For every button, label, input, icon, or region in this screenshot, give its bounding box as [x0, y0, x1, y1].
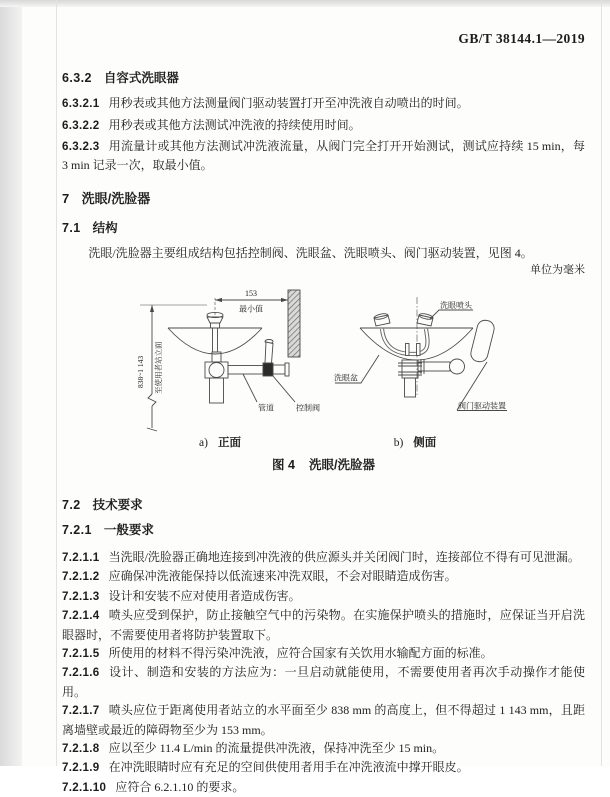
clause-text: 用秒表或其他方法测量阀门驱动装置打开至冲洗液自动喷出的时间。	[108, 96, 469, 110]
clause-number: 7.2.1.9	[62, 761, 100, 775]
paragraph-text: 洗眼/洗脸器主要组成结构包括控制阀、洗眼盆、洗眼喷头、阀门驱动装置，见图 4。	[88, 246, 533, 260]
heading-7	[62, 191, 585, 206]
pipe-label: 管道	[258, 403, 274, 413]
heading-number: 6.3.2	[62, 71, 92, 85]
clause-list-7-2-1	[62, 548, 585, 797]
clause-7-2-1-9	[62, 758, 585, 777]
subfigure-letter: b)	[393, 437, 404, 449]
clause-6-3-2-2	[62, 118, 585, 133]
subfigure-b-caption	[345, 436, 485, 450]
page-border-right	[601, 0, 602, 766]
clause-text: 喷头应受到保护，防止接触空气中的污染物。在实施保护喷头的措施时，应保证当开启洗眼器时，不需要使用者将防护装置取下。	[62, 608, 585, 642]
figure-number: 图 4	[272, 458, 295, 472]
heading-text: 自容式洗眼器	[103, 71, 179, 85]
clause-number: 7.2.1.8	[62, 742, 100, 756]
clause-number: 7.2.1.3	[62, 589, 100, 603]
clause-number: 7.2.1.1	[62, 551, 100, 564]
clause-text: 设计、制造和安装的方法应为：一旦启动就能使用，不需要使用者再次手动操作才能使用。	[62, 665, 585, 699]
clause-number: 6.3.2.1	[62, 97, 100, 110]
clause-text: 用流量计或其他方法测试冲洗液流量，从阀门完全打开开始测试，测试应持续 15 min，每 3 min 记录一次，取最小值。	[62, 139, 585, 172]
clause-number: 7.2.1.2	[62, 570, 100, 584]
section-7-1-intro	[62, 246, 585, 261]
clause-text: 当洗眼/洗脸器正确地连接到冲洗液的供应源头并关闭阀门时，连接部位不得有可见泄漏。	[108, 550, 580, 564]
control-valve-label: 控制阀	[296, 403, 320, 413]
subfigure-title: 侧面	[413, 437, 437, 449]
clause-text: 应符合 6.2.1.10 的要求。	[115, 779, 245, 794]
subfigure-letter: a)	[199, 437, 208, 449]
scan-edge-left	[0, 0, 22, 766]
standard-code: GB/T 38144.1—2019	[458, 31, 585, 46]
heading-number: 7	[62, 191, 70, 206]
clause-6-3-2-3	[62, 137, 585, 174]
page-border-left	[56, 0, 57, 766]
heading-text: 洗眼/洗脸器	[81, 191, 151, 206]
clause-7-2-1-5	[62, 644, 585, 663]
heading-7-2-1	[62, 523, 585, 538]
figure-4-drawing	[95, 282, 545, 434]
heading-number: 7.2.1	[62, 523, 92, 537]
clause-number: 6.3.2.3	[62, 140, 100, 153]
dim-153-value: 153	[245, 289, 257, 298]
subfigure-a-caption	[150, 436, 290, 450]
clause-text: 所使用的材料不得污染冲洗液，应符合国家有关饮用水输配方面的标准。	[108, 646, 493, 661]
heading-number: 7.1	[62, 221, 81, 235]
clause-text: 应以至少 11.4 L/min 的流量提供冲洗液，保持冲洗至少 15 min。	[108, 741, 445, 756]
clause-7-2-1-7	[62, 701, 585, 739]
clause-7-2-1-1	[62, 548, 585, 567]
clause-7-2-1-4	[62, 606, 585, 644]
clause-number: 7.2.1.6	[62, 666, 100, 680]
heading-7-2	[62, 498, 585, 513]
heading-7-1	[62, 221, 585, 236]
clause-number: 7.2.1.5	[62, 647, 100, 661]
clause-7-2-1-10	[62, 778, 585, 797]
unit-note: 单位为毫米	[530, 264, 585, 276]
spray-head-label: 洗眼喷头	[440, 301, 472, 310]
clause-number: 7.2.1.4	[62, 609, 100, 623]
clause-7-2-1-8	[62, 739, 585, 758]
clause-number: 6.3.2.2	[62, 119, 100, 132]
basin-label: 洗眼盆	[334, 373, 358, 383]
clause-number: 7.2.1.7	[62, 704, 100, 718]
clause-text: 喷头应位于距离使用者站立的水平面至少 838 mm 的高度上，但不得超过 1 143 mm，且距离墙壁或最近的障碍物至少为 153 mm。	[62, 703, 585, 737]
dim-height-value: 838~1 143	[136, 355, 145, 388]
figure-title: 洗眼/洗脸器	[308, 458, 375, 472]
dim-153-note: 最小值	[239, 304, 263, 314]
clause-number: 7.2.1.10	[62, 780, 107, 794]
clause-6-3-2-1	[62, 96, 585, 111]
wall-hatch	[288, 290, 300, 357]
clause-7-2-1-2	[62, 567, 585, 586]
heading-text: 一般要求	[103, 523, 154, 537]
heading-text: 技术要求	[92, 498, 143, 512]
subfigure-title: 正面	[217, 437, 241, 449]
clause-text: 用秒表或其他方法测试冲洗液的持续使用时间。	[108, 118, 361, 132]
clause-text: 在冲洗眼睛时应有充足的空间供使用者用手在冲洗液流中撑开眼皮。	[108, 760, 469, 775]
heading-6-3-2	[62, 71, 585, 86]
dim-height-note: 至使用者站立面	[154, 341, 163, 394]
scan-edge-top	[0, 0, 610, 7]
figure-4-caption	[62, 458, 585, 473]
clause-7-2-1-3	[62, 587, 585, 606]
clause-text: 应确保冲洗液能保持以低流速来冲洗双眼，不会对眼睛造成伤害。	[108, 569, 457, 584]
clause-7-2-1-6	[62, 663, 585, 701]
heading-number: 7.2	[62, 498, 81, 512]
clause-text: 设计和安装不应对使用者造成伤害。	[108, 588, 301, 603]
heading-text: 结构	[92, 221, 118, 235]
valve-actuator-label: 阀门驱动装置	[458, 401, 506, 411]
